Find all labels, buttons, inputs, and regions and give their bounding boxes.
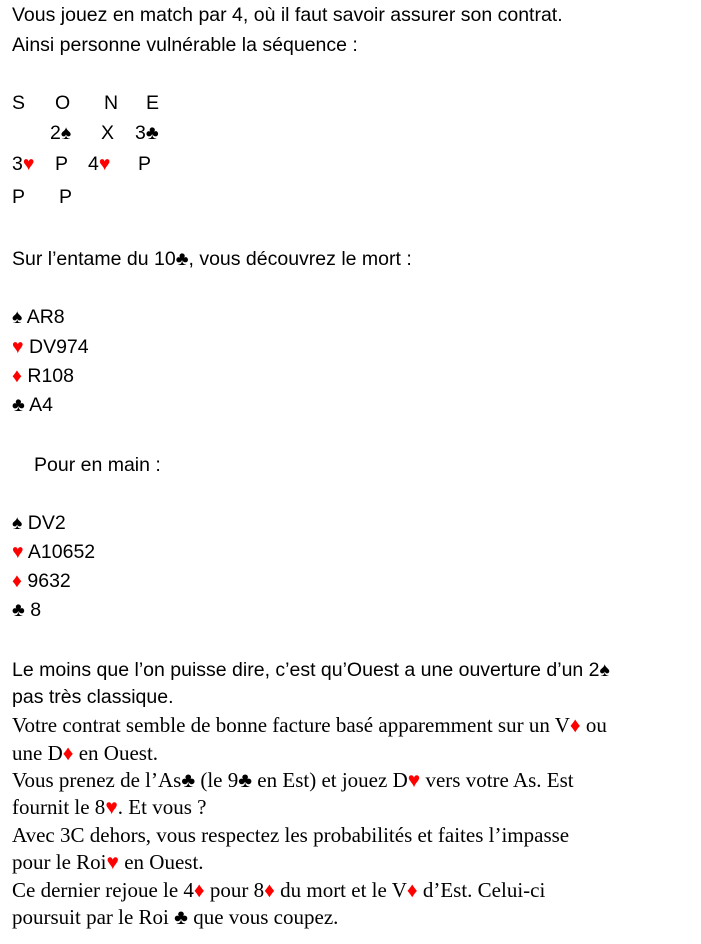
bid-west-2: P: [55, 153, 69, 175]
diamond-icon: ♦: [264, 878, 275, 902]
club-icon: ♣: [12, 599, 25, 621]
bid-west-1: 2♠: [50, 122, 72, 144]
comment-line-7: Avec 3C dehors, vous respectez les probabilités et faites l’impasse: [12, 823, 570, 847]
bid-south-3: P: [12, 186, 26, 208]
club-icon: ♣: [238, 768, 253, 792]
diamond-icon: ♦: [569, 713, 581, 737]
hand-hearts: ♥ A10652: [12, 541, 96, 563]
bid-east-2: P: [138, 153, 152, 175]
bid-west-3: P: [59, 186, 73, 208]
dummy-hearts: ♥ DV974: [12, 336, 89, 358]
club-icon: ♣: [181, 768, 196, 792]
club-icon: ♣: [175, 248, 189, 270]
intro-line-1: Vous jouez en match par 4, où il faut savoir assurer son contrat.: [12, 4, 563, 26]
hand-title: Pour en main :: [34, 454, 161, 476]
comment-line-4: une D♦ en Ouest.: [12, 741, 159, 765]
diamond-icon: ♦: [12, 365, 22, 387]
dummy-spades: ♠ AR8: [12, 306, 65, 328]
comment-line-6: fournit le 8♥. Et vous ?: [12, 795, 207, 819]
lead-line: Sur l’entame du 10♣, vous découvrez le mort :: [12, 248, 412, 270]
heart-icon: ♥: [12, 541, 24, 563]
diamond-icon: ♦: [193, 878, 205, 902]
heart-icon: ♥: [22, 153, 35, 175]
spade-icon: ♠: [599, 659, 610, 681]
comment-line-8: pour le Roi♥ en Ouest.: [12, 850, 204, 874]
hand-diamonds: ♦ 9632: [12, 570, 71, 592]
spade-icon: ♠: [12, 306, 23, 328]
heart-icon: ♥: [98, 153, 111, 175]
bidding-header-south: S: [12, 92, 26, 114]
bid-north-1: X: [101, 122, 115, 144]
intro-line-2: Ainsi personne vulnérable la séquence :: [12, 34, 358, 56]
bid-east-1: 3♣: [135, 122, 159, 144]
heart-icon: ♥: [105, 795, 118, 819]
comment-line-2: pas très classique.: [12, 686, 174, 708]
dummy-clubs: ♣ A4: [12, 394, 53, 416]
bidding-header-north: N: [104, 92, 119, 114]
diamond-icon: ♦: [406, 878, 418, 902]
spade-icon: ♠: [12, 512, 23, 534]
heart-icon: ♥: [407, 768, 421, 792]
comment-line-5: Vous prenez de l’As♣ (le 9♣ en Est) et jouez D♥ vers votre As. Est: [12, 768, 574, 792]
heart-icon: ♥: [12, 336, 24, 358]
club-icon: ♣: [12, 394, 25, 416]
spade-icon: ♠: [60, 122, 72, 144]
comment-line-9: Ce dernier rejoue le 4♦ pour 8♦ du mort et le V♦ d’Est. Celui-ci: [12, 878, 546, 902]
bid-south-2: 3♥: [12, 153, 35, 175]
bidding-header-east: E: [146, 92, 160, 114]
dummy-diamonds: ♦ R108: [12, 365, 74, 387]
bid-north-2: 4♥: [88, 153, 111, 175]
comment-line-10: poursuit par le Roi ♣ que vous coupez.: [12, 905, 339, 929]
hand-spades: ♠ DV2: [12, 512, 66, 534]
heart-icon: ♥: [106, 850, 119, 874]
club-icon: ♣: [145, 122, 159, 144]
diamond-icon: ♦: [62, 741, 74, 765]
club-icon: ♣: [174, 905, 188, 929]
comment-line-3: Votre contrat semble de bonne facture basé apparemment sur un V♦ ou: [12, 713, 607, 737]
diamond-icon: ♦: [12, 570, 22, 592]
comment-line-1: Le moins que l’on puisse dire, c’est qu’Ouest a une ouverture d’un 2♠: [12, 659, 610, 681]
bidding-header-west: O: [55, 92, 71, 114]
hand-clubs: ♣ 8: [12, 599, 42, 621]
